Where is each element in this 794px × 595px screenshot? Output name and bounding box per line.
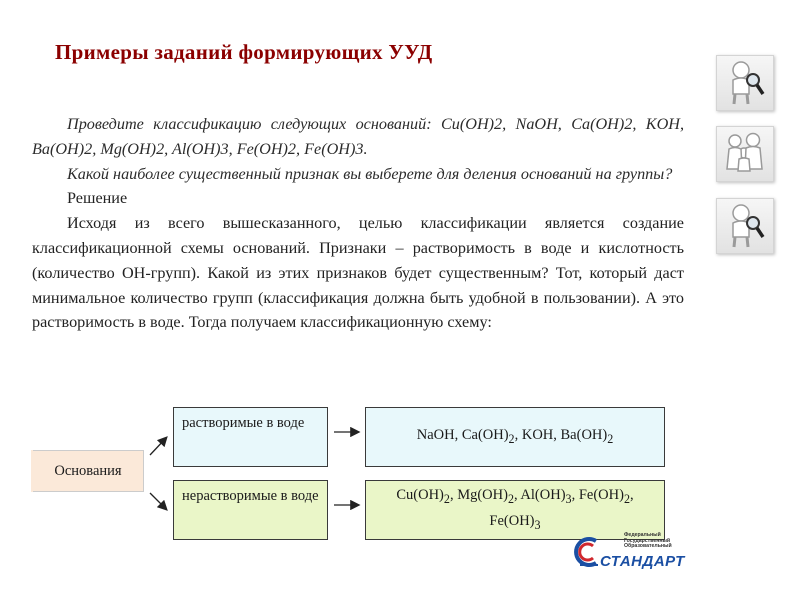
task-question-2: Какой наиболее существенный признак вы выберете для деления оснований на группы? — [67, 164, 673, 183]
slide-title: Примеры заданий формирующих УУД — [55, 40, 433, 64]
task-question-1: Проведите классификацию следующих оснований: Cu(OH)2, NaOH, Ca(OH)2, KOH, Ba(OH)2, Mg(OH)2, Al(OH)3, Fe(OH)2, Fe(OH)3. — [32, 115, 684, 158]
solution-label: Решение — [67, 189, 128, 208]
insoluble-formulas: $Cu(OH)_2$, $Mg(OH)_2$, $Al(OH)_3$, $Fe(OH)_2$, $Fe(OH)_3$ — [396, 487, 634, 532]
solution-text: Исходя из всего вышесказанного, целью классификации является создание классификационной схемы оснований. Признаки – растворимость в воде и кислотность (количество OH-групп). Какой из этих признаков будет существенным? Тот, который даст минимальное количество групп (классификация должна быть удобной в пользовании). А это растворимость в воде. Тогда получаем классификационную схему: — [32, 214, 684, 332]
logo-small-text: Федеральный Государственный Образовательный — [624, 532, 672, 550]
arrow-to-soluble — [150, 438, 166, 455]
soluble-formulas: NaOH, $Ca(OH)_2$, KOH, $Ba(OH)_2$ — [416, 427, 614, 446]
root-box — [33, 450, 144, 492]
logo-big-text: СТАНДАРТ — [600, 553, 685, 570]
standard-logo-icon — [572, 535, 602, 569]
soluble-result-box — [365, 407, 665, 467]
root-label: Основания — [54, 463, 122, 479]
insoluble-label: нерастворимые в воде — [182, 488, 319, 504]
soluble-box — [173, 407, 328, 467]
arrow-to-insoluble — [150, 493, 166, 509]
soluble-label: растворимые в воде — [182, 415, 305, 431]
insoluble-result-box — [365, 480, 665, 540]
insoluble-box — [173, 480, 328, 540]
fgos-logo — [572, 533, 690, 573]
